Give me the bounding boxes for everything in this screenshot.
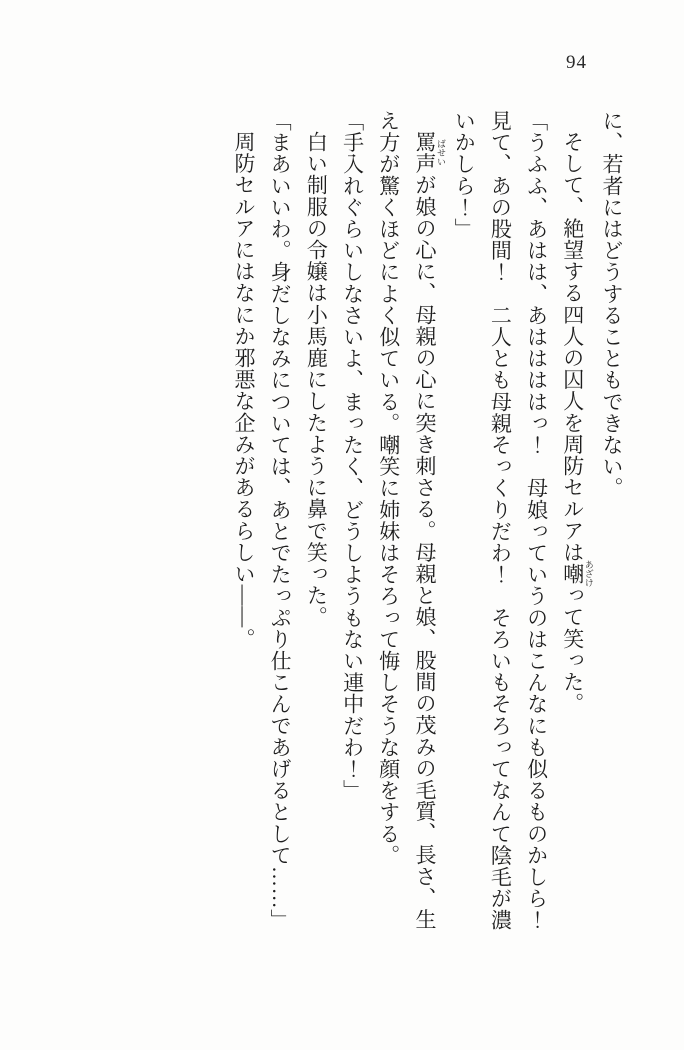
text-line-9: 白い制服の令嬢は小馬鹿にしたように鼻で笑った。 [304,131,329,628]
furigana-annotated-word: 嘲 あざけ [560,560,594,588]
text-line-5: いかしら！」 [452,110,477,240]
text-line-10: 「まあいいわ。身だしなみについては、あとでたっぷり仕こんであげるとして……」 [268,110,293,931]
furigana-annotated-word: 罵声 ばせい [412,131,446,175]
furigana-text: あざけ [583,560,594,588]
text-line-2: そして、絶望する四人の囚人を周防セルアは嘲 あざけって笑った。 [560,131,594,715]
text-line-1: に、若者にはどうすることもできない。 [600,110,624,499]
text-line-7: え方が驚くほどによく似ている。嘲笑に姉妹はそろって悔しそうな顔をする。 [376,110,401,866]
text-line-3: 「うふふ、あはは、あははははっ！ 母娘っていうのはこんなにも似るものかしら！ [524,110,549,931]
text-line-6: 罵声 ばせいが娘の心に、母親の心に突き刺さる。母親と娘、股間の茂みの毛質、長さ、生 [412,131,446,931]
page-number: 94 [566,52,587,73]
furigana-text: ばせい [435,131,446,175]
vertical-text-block [226,110,630,945]
text-line-4: 見て、あの股間！ 二人とも母親そっくりだわ！ そろいもそろってなんて陰毛が濃 [488,110,513,931]
text-line-8: 「手入れぐらいしなさいよ、まったく、どうしようもない連中だわ！」 [340,110,365,802]
text-line-11: 周防セルアにはなにか邪悪な企みがあるらしい――。 [231,131,256,650]
